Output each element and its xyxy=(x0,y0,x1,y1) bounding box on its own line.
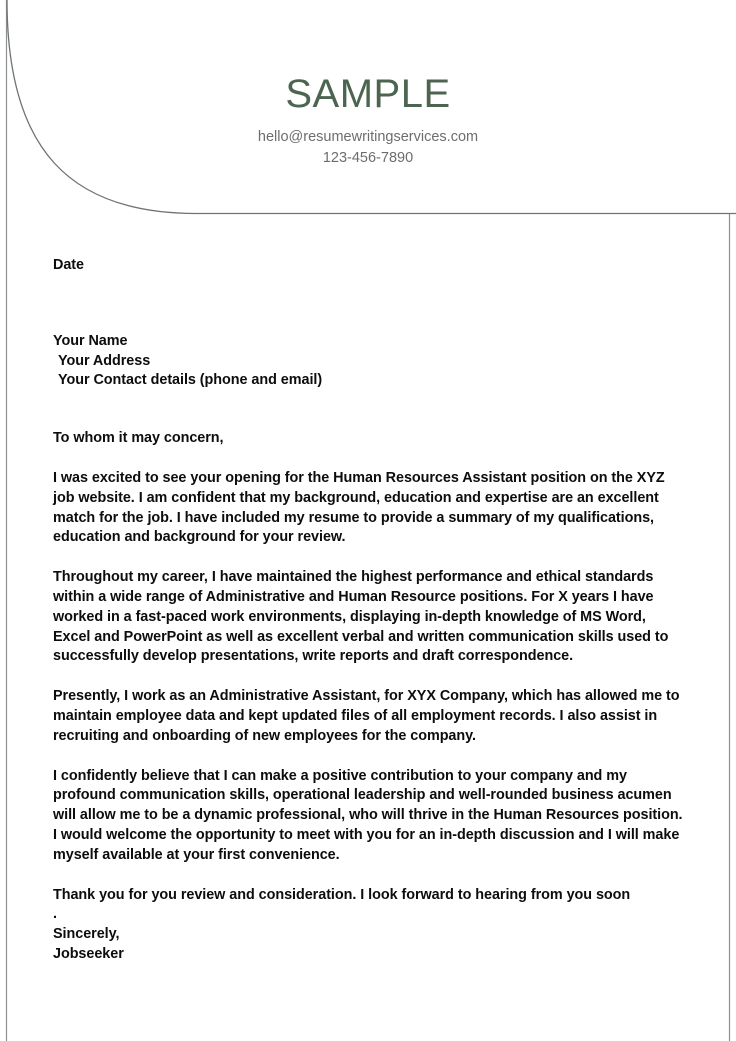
body-paragraph-1: I was excited to see your opening for the Human Resources Assistant position on the XYZ job website. I am confident that my background, education and expertise are an excellent match for the job. I have included my resume to provide a summary of my qualifications, education and background for your review. xyxy=(53,469,665,546)
sender-address: Your Address xyxy=(58,352,151,369)
closing-period: . xyxy=(53,906,57,923)
sender-name: Your Name xyxy=(53,332,128,349)
body-paragraph-4: I confidently believe that I can make a positive contribution to your company and my profound communication skills, operational leadership and well-rounded business acumen will allow me to be a dynamic professional, who will thrive in the Human Resources position. I would welcome the opportunity to meet with you for an in-depth discussion and I will make myself available at your first convenience. xyxy=(53,767,683,863)
spacer-after-date xyxy=(53,276,685,332)
spacer-para-1 xyxy=(53,548,685,568)
spacer-para-2 xyxy=(53,667,685,687)
letter-body xyxy=(53,256,685,965)
spacer-after-sender xyxy=(53,391,685,429)
page-title: SAMPLE xyxy=(285,72,451,116)
body-paragraph-2: Throughout my career, I have maintained the highest performance and ethical standards within a wide range of Administrative and Human Resource positions. For X years I have worked in a fast-paced work environments, displaying in-depth knowledge of MS Word, Excel and PowerPoint as well as excellent verbal and written communication skills used to successfully develop presentations, write reports and draft correspondence. xyxy=(53,569,669,665)
spacer-after-salutation xyxy=(53,449,685,469)
contact-phone: 123-456-7890 xyxy=(322,150,414,166)
sign-off: Sincerely, xyxy=(53,926,120,943)
contact-email: hello@resumewritingservices.com xyxy=(257,129,479,145)
sender-contact: Your Contact details (phone and email) xyxy=(58,372,323,389)
body-paragraph-3: Presently, I work as an Administrative Assistant, for XYX Company, which has allowed me to maintain employee data and kept updated files of all employment records. I also assist in recruiting and onboarding of new employees for the company. xyxy=(53,688,680,744)
closing-line: Thank you for you review and consideration. I look forward to hearing from you soon xyxy=(53,886,631,903)
salutation: To whom it may concern, xyxy=(53,430,224,447)
spacer-para-3 xyxy=(53,747,685,767)
letterhead xyxy=(0,0,736,214)
spacer-para-4 xyxy=(53,866,685,886)
date-label: Date xyxy=(53,257,84,273)
signature-name: Jobseeker xyxy=(53,945,124,962)
